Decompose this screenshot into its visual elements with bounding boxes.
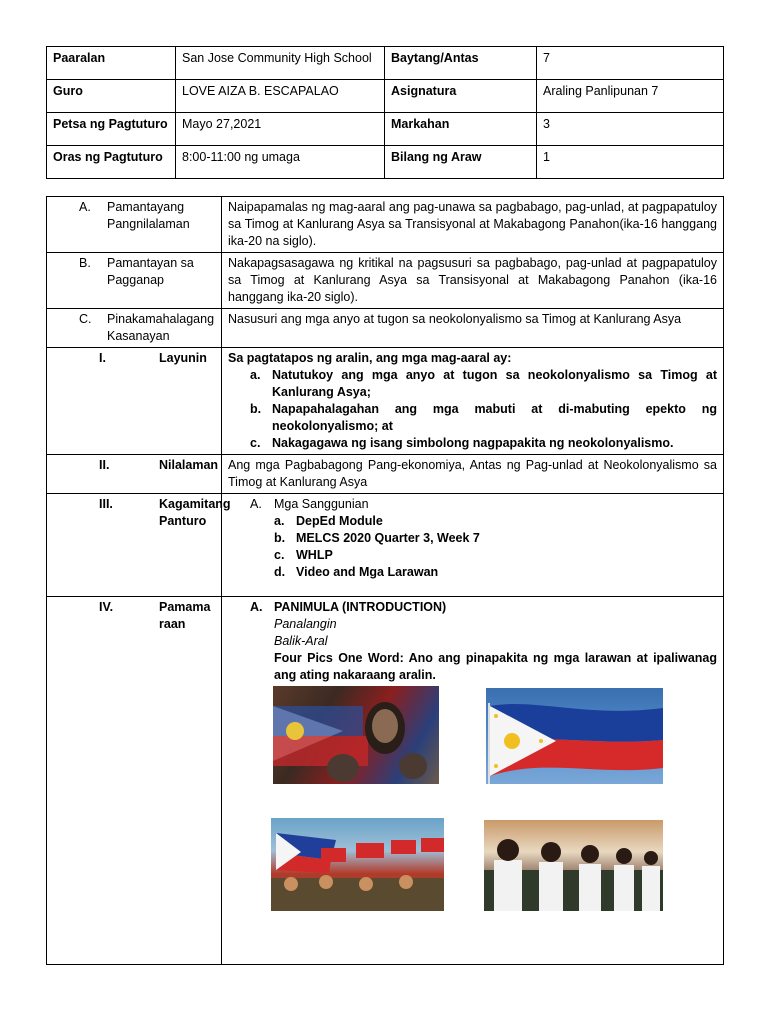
list-item-text: Nakagagawa ng isang simbolong nagpapakita ng neokolonyalismo.: [272, 436, 674, 450]
list-item: [274, 564, 717, 581]
info-value: Mayo 27,2021: [176, 113, 385, 146]
info-label: Petsa ng Pagtuturo: [47, 113, 176, 146]
list-item: [250, 435, 717, 452]
list-marker: c.: [274, 548, 285, 562]
row-kagamitang-panturo: [47, 494, 724, 597]
section-label: Pamamaraan: [159, 600, 211, 631]
section-number: III.: [99, 497, 113, 511]
students-saluting-photo: [484, 820, 663, 911]
header-info-table: [46, 46, 724, 179]
panimula-heading: PANIMULA (INTRODUCTION): [274, 600, 447, 614]
row-pamantayang-pangnilalaman: [47, 197, 724, 253]
info-value: 7: [537, 47, 724, 80]
list-item: [274, 513, 717, 530]
info-value: LOVE AIZA B. ESCAPALAO: [176, 80, 385, 113]
layunin-list: [228, 367, 717, 452]
row-pamantayan-sa-pagganap: [47, 253, 724, 309]
info-value: 1: [537, 146, 724, 179]
info-label: Oras ng Pagtuturo: [47, 146, 176, 179]
section-label: Pinakamahalagang Kasanayan: [107, 312, 215, 343]
list-marker: A.: [250, 600, 263, 614]
info-value: San Jose Community High School: [176, 47, 385, 80]
list-marker: d.: [274, 565, 286, 579]
philippine-flag-photo: [486, 688, 663, 784]
section-text: Ang mga Pagbabagong Pang-ekonomiya, Antas ng Pag-unlad at Neokolonyalismo sa Timog at Kanlurang Asya: [222, 455, 724, 494]
info-row: [47, 80, 724, 113]
balik-aral-label: Balik-Aral: [274, 634, 328, 648]
list-marker: A.: [250, 497, 262, 511]
list-marker: b.: [250, 402, 262, 416]
section-number: B.: [79, 256, 91, 270]
info-value: Araling Panlipunan 7: [537, 80, 724, 113]
section-label: Pamantayang Pangnilalaman: [107, 200, 190, 231]
section-number: I.: [99, 351, 106, 365]
row-nilalaman: [47, 455, 724, 494]
info-label: Markahan: [385, 113, 537, 146]
section-text: Naipapamalas ng mag-aaral ang pag-unawa sa pagbabago, pag-unlad, at pagpapatuloy sa Timog at Kanlurang Asya sa Transisyonal at Makabagong Panahon(ika-16 hanggang ika-20 na siglo).: [222, 197, 724, 253]
sanggunian-list: [228, 513, 717, 581]
four-pics-instruction: Four Pics One Word: Ano ang pinapakita ng mga larawan at ipaliwanag ang ating nakaraang aralin.: [274, 651, 717, 682]
list-item-text: WHLP: [296, 548, 333, 562]
list-marker: b.: [274, 531, 286, 545]
list-item-text: MELCS 2020 Quarter 3, Week 7: [296, 531, 480, 545]
info-row: [47, 113, 724, 146]
info-value: 3: [537, 113, 724, 146]
row-pinakamahalagang-kasanayan: [47, 309, 724, 348]
info-label: Guro: [47, 80, 176, 113]
section-text: Nasusuri ang mga anyo at tugon sa neokolonyalismo sa Timog at Kanlurang Asya: [222, 309, 724, 348]
info-label: Paaralan: [47, 47, 176, 80]
list-item-text: Natutukoy ang mga anyo at tugon sa neokolonyalismo sa Timog at Kanlurang Asya;: [272, 368, 717, 399]
info-row: [47, 47, 724, 80]
info-value: 8:00-11:00 ng umaga: [176, 146, 385, 179]
row-layunin: [47, 348, 724, 455]
list-item-text: DepEd Module: [296, 514, 383, 528]
section-label: Layunin: [159, 351, 207, 365]
section-label: Kagamitang Panturo: [159, 497, 231, 528]
section-number: II.: [99, 458, 110, 472]
list-item: [274, 547, 717, 564]
info-label: Asignatura: [385, 80, 537, 113]
section-number: IV.: [99, 600, 114, 614]
sanggunian-heading: Mga Sanggunian: [274, 497, 369, 511]
list-marker: a.: [274, 514, 285, 528]
list-marker: a.: [250, 368, 261, 382]
list-item-text: Video and Mga Larawan: [296, 565, 439, 579]
rizal-and-flag-photo: [273, 686, 439, 784]
people-waving-flags-photo: [271, 818, 444, 911]
info-label: Bilang ng Araw: [385, 146, 537, 179]
info-row: [47, 146, 724, 179]
list-marker: c.: [250, 436, 261, 450]
section-number: A.: [79, 200, 91, 214]
panalangin-label: Panalangin: [274, 617, 337, 631]
section-number: C.: [79, 312, 92, 326]
list-item: [250, 367, 717, 401]
info-label: Baytang/Antas: [385, 47, 537, 80]
section-text: Nakapagsasagawa ng kritikal na pagsusuri sa pagbabago, pag-unlad at pagpapatuloy sa Timog at Kanlurang Asya sa Transisyonal at Makabagong Panahon (ika-16 hanggang ika-20 siglo).: [222, 253, 724, 309]
section-label: Nilalaman: [159, 458, 219, 472]
list-item: [250, 401, 717, 435]
list-item-text: Napapahalagahan ang mga mabuti at di-mabuting epekto ng neokolonyalismo; at: [272, 402, 717, 433]
section-label: Pamantayan sa Pagganap: [107, 256, 194, 287]
layunin-intro: Sa pagtatapos ng aralin, ang mga mag-aaral ay:: [228, 351, 512, 365]
list-item: [274, 530, 717, 547]
